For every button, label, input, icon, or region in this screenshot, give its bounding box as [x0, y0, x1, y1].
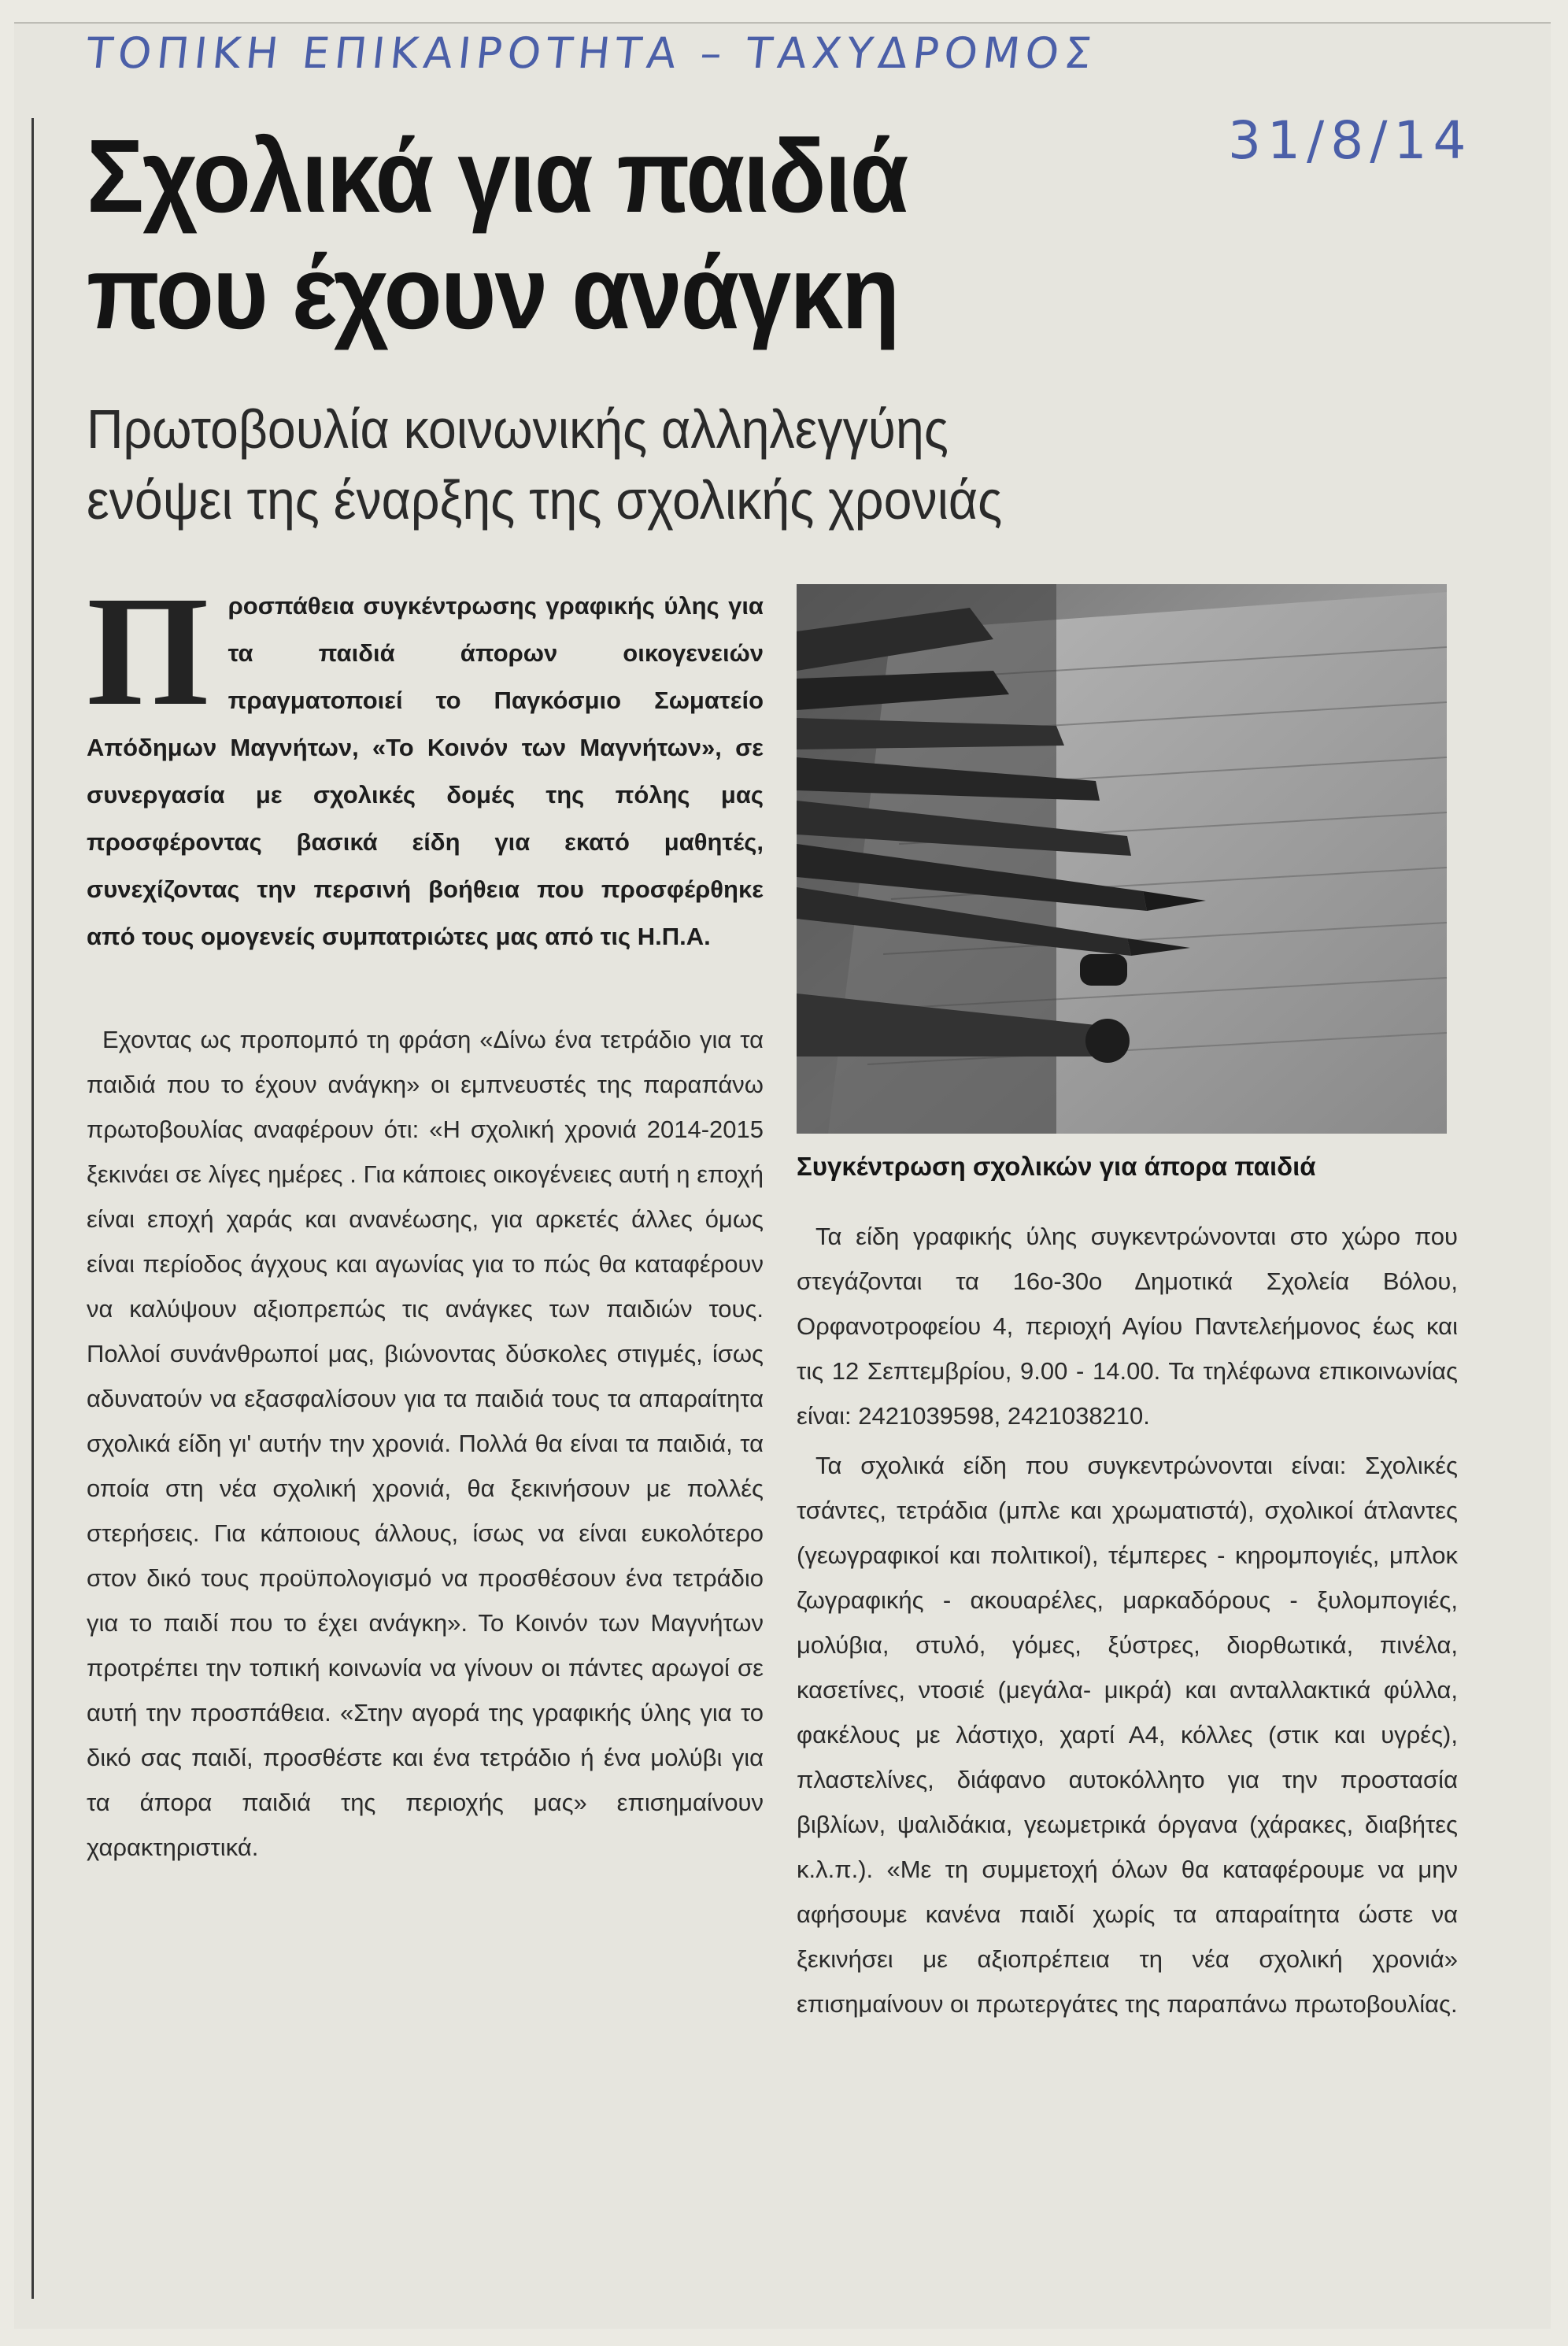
subhead-line-1: Πρωτοβουλία κοινωνικής αλληλεγγύης	[87, 398, 949, 460]
headline-line-1: Σχολικά για παιδιά	[87, 118, 908, 234]
body-paragraph-left: Εχοντας ως προπομπό τη φράση «Δίνω ένα τετράδιο για τα παιδιά που το έχουν ανάγκη» οι εμπνευστές της παραπάνω πρωτοβουλίας αναφέρουν ότι: «Η σχολική χρονιά 2014-2015 ξεκινάει σε λίγες ημέρες . Για κάποιες οικογένειες αυτή η εποχή είναι εποχή χαράς και ανανέωσης, για αρκετές άλλες όμως είναι περίοδος άγχους και αγωνίας για το πώς θα καταφέρουν να καλύψουν αξιοπρεπώς τις ανάγκες των παιδιών τους. Πολλοί συνάνθρωποί μας, βιώνοντας δύσκολες στιγμές, ίσως αδυνατούν να εξασφαλίσουν για τα παιδιά τους τα απαραίτητα σχολικά είδη γι' αυτήν την χρονιά. Πολλά θα είναι τα παιδιά, τα οποία στη νέα σχολική χρονιά, θα ξεκινήσουν με πολλές στερήσεις. Για κάποιους άλλους, ίσως να είναι ευκολότερο στον δικό τους προϋπολογισμό να προσθέσουν ένα τετράδιο για το παιδί που το έχει ανάγκη». Το Κοινόν των Μαγνήτων προτρέπει την τοπική κοινωνία να γίνουν οι πάντες αρωγοί σε αυτή την προσπάθεια. «Στην αγορά της γραφικής ύλης για το δικό σας παιδί, προσθέστε και ένα τετράδιο ή ένα μολύβι για τα άπορα παιδιά της περιοχής μας» επισημαίνουν χαρακτηριστικά.	[87, 1026, 764, 1861]
school-supplies-photo	[797, 584, 1447, 1134]
collection-details-paragraph: Τα είδη γραφικής ύλης συγκεντρώνονται στο χώρο που στεγάζονται τα 16ο-30ο Δημοτικά Σχολεία Βόλου, Ορφανοτροφείου 4, περιοχή Αγίου Παντελεήμονος έως και τις 12 Σεπτεμβρίου, 9.00 - 14.00. Τα τηλέφωνα επικοινωνίας είναι: 2421039598, 2421038210.	[797, 1223, 1458, 1430]
article-subheading	[87, 394, 1100, 535]
right-column	[797, 1214, 1458, 2031]
drop-cap: Π	[87, 564, 209, 738]
headline-line-2: που έχουν ανάγκη	[87, 235, 899, 350]
left-column-rule	[31, 118, 34, 2299]
lead-text: ροσπάθεια συγκέντρωσης γραφικής ύλης για τα παιδιά άπορων οικογενειών πραγματοποιεί το Παγκόσμιο Σωματείο Απόδημων Μαγνήτων, «Το Κοινόν των Μαγνήτων», σε συνεργασία με σχολικές δομές της πόλης μας προσφέροντας βασικά είδη για εκατό μαθητές, συνεχίζοντας την περσινή βοήθεια που προσφέρθηκε από τους ομογενείς συμπατριώτες μας από τις Η.Π.Α.	[87, 592, 764, 950]
article-headline	[87, 118, 1071, 351]
left-column	[87, 564, 764, 1894]
supplies-list-paragraph: Τα σχολικά είδη που συγκεντρώνονται είναι: Σχολικές τσάντες, τετράδια (μπλε και χρωματιστά), σχολικοί άτλαντες (γεωγραφικοί και πολιτικοί), τέμπερες - κηρομπογιές, μπλοκ ζωγραφικής - ακουαρέλες, μαρκαδόρους - ξυλομπογιές, μολύβια, στυλό, γόμες, ξύστρες, διορθωτικά, πινέλα, κασετίνες, ντοσιέ (μεγάλα- μικρά) και ανταλλακτικά φύλλα, φακέλους με λάστιχο, χαρτί Α4, κόλλες (στικ και υγρές), πλαστελίνες, διάφανο αυτοκόλλητο για την προστασία βιβλίων, ψαλιδάκια, γεωμετρικά όργανα (χάρακες, διαβήτες κ.λ.π.). «Με τη συμμετοχή όλων θα καταφέρουμε να μην αφήσουμε κανένα παιδί χωρίς τα απαραίτητα ώστε να ξεκινήσει με αξιοπρέπεια τη νέα σχολική χρονιά» επισημαίνουν οι πρωτεργάτες της παραπάνω πρωτοβουλίας.	[797, 1452, 1458, 2018]
clipping-top-edge	[14, 22, 1551, 24]
lead-paragraph	[87, 564, 764, 960]
pens-on-notebook-illustration	[797, 584, 1447, 1134]
sidebar-title: Συγκέντρωση σχολικών για άπορα παιδιά	[797, 1152, 1316, 1181]
handwritten-source-note: ΤΟΠΙΚΗ ΕΠΙΚΑΙΡΟΤΗΤΑ – ΤΑΧΥΔΡΟΜΟΣ	[83, 28, 1100, 78]
subhead-line-2: ενόψει της έναρξης της σχολικής χρονιάς	[87, 469, 1003, 531]
handwritten-date: 31/8/14	[1228, 110, 1473, 171]
